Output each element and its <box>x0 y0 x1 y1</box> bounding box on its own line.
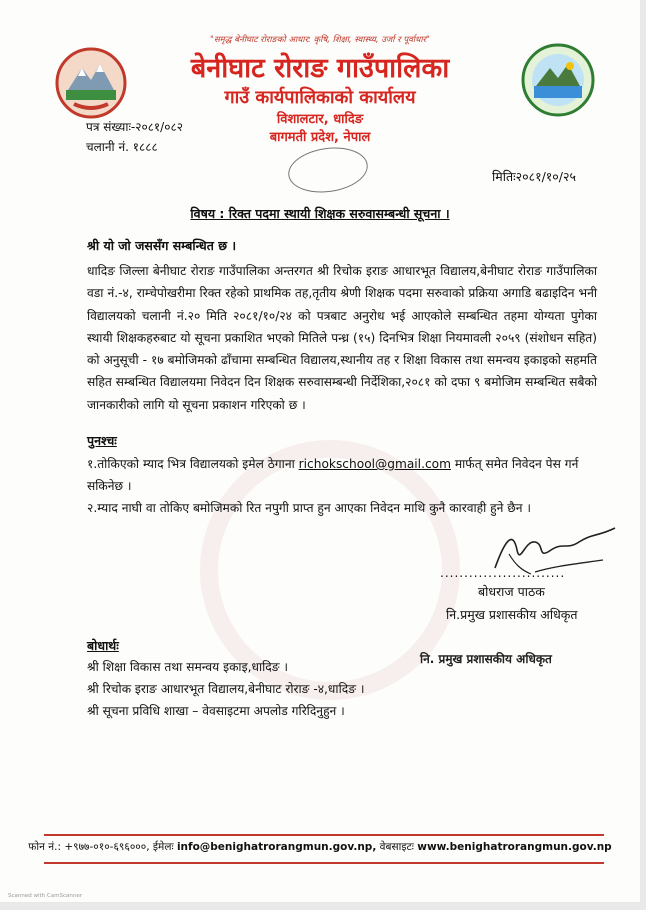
signature-dots: .......................... <box>440 566 566 580</box>
punash-point-1 <box>87 453 597 497</box>
org-name: बेनीघाट रोराङ गाउँपालिका <box>190 53 450 84</box>
footer-phone: +९७७-०१०-६९६०००, <box>64 841 150 853</box>
chalani-number: चलानी नं. १८८८ <box>86 140 158 154</box>
punash-heading: पुनश्चः <box>87 433 117 448</box>
officer-stamp: नि. प्रमुख प्रशासकीय अधिकृत <box>420 652 552 666</box>
footer-phone-label: फोन नं.: <box>28 841 61 853</box>
patra-sankhya: पत्र संख्याः-२०८१/०८२ <box>86 120 183 134</box>
letter-date: मितिः२०८१/१०/२५ <box>492 169 577 184</box>
footer-contact <box>0 840 640 854</box>
footer-divider-bottom <box>44 862 604 864</box>
footer-web-label: वेबसाइटः <box>379 841 414 853</box>
footer-divider-top <box>44 834 604 836</box>
address-line-2: बागमती प्रदेश, नेपाल <box>269 130 371 145</box>
signatory-title: नि.प्रमुख प्रशासकीय अधिकृत <box>446 607 578 622</box>
address-line-1: विशालटार, धादिङ <box>276 112 364 127</box>
point1-text-after: मार्फत् समेत निवेदन पेस गर्न सकिनेछ । <box>87 457 579 493</box>
signatory-name: बोधराज पाठक <box>478 584 545 599</box>
scanner-note: Scanned with CamScanner <box>8 893 82 899</box>
received-stamp <box>285 143 370 198</box>
point1-text-before: १.तोकिएको म्याद भित्र विद्यालयको इमेल ठेगाना <box>87 457 299 471</box>
cc-item: श्री सूचना प्रविधि शाखा – वेवसाइटमा अपलोड गरिदिनुहुन । <box>87 704 345 718</box>
office-name: गाउँ कार्यपालिकाको कार्यालय <box>224 87 416 108</box>
body-paragraph: धादिङ जिल्ला बेनीघाट रोराङ गाउँपालिका अन्तरगत श्री रिचोक इराङ आधारभूत विद्यालय,बेनीघाट रोराङ गाउँपालिका वडा नं.-४, राम्चेपोखरीमा रिक्त रहेको प्राथमिक तह,तृतीय श्रेणी शिक्षक पदमा सरुवाको प्रक्रिया अगाडि बढाइदिन भनी विद्यालयको चलानी नं.२० मिति २०८१/१०/२४ को पत्रबाट अनुरोध भई आएकोले सम्बन्धित तहमा योग्यता पुगेका स्थायी शिक्षकहरुबाट यो सूचना प्रकाशित भएको मितिले पन्ध्र (१५) दिनभित्र शिक्षा नियमावली २०५९ (संशोधन सहित) को अनुसूची - १७ बमोजिमको ढाँचामा सम्बन्धित विद्यालय,स्थानीय तह र शिक्षा विकास तथा समन्वय इकाइको सहमति सहित सम्बन्धित विद्यालयमा निवेदन दिन शिक्षक सरुवासम्बन्धी निर्देशिका,२०८१ को दफा ९ बमोजिम सम्बन्धित सबैको जानकारीको लागि यो सूचना प्रकाशन गरिएको छ । <box>87 264 597 412</box>
slogan: "समृद्ध बेनीघाट रोराङको आधार: कृषि, शिक्षा, स्वास्थ्य, उर्जा र पूर्वाधार" <box>210 35 430 45</box>
punash-point-2: २.म्याद नाघी वा तोकिए बमोजिमको रित नपुगी प्राप्त हुन आएका निवेदन माथि कुनै कारवाही हुने छैन । <box>87 501 532 515</box>
cc-item: श्री शिक्षा विकास तथा समन्वय इकाइ,धादिङ । <box>87 660 288 674</box>
subject-text: विषय : रिक्त पदमा स्थायी शिक्षक सरुवासम्बन्धी सूचना । <box>190 206 450 221</box>
bodhartha-heading: बोधार्थः <box>87 638 119 653</box>
salutation: श्री यो जो जससँग सम्बन्धित छ । <box>87 238 237 253</box>
footer-website[interactable]: www.benighatrorangmun.gov.np <box>417 841 612 853</box>
footer-email[interactable]: info@benighatrorangmun.gov.np, <box>176 841 377 853</box>
footer-email-label: ईमेलः <box>152 841 174 853</box>
school-email-link[interactable]: richokschool@gmail.com <box>298 457 451 471</box>
subject-line <box>0 205 640 222</box>
cc-item: श्री रिचोक इराङ आधारभूत विद्यालय,बेनीघाट रोराङ -४,धादिङ । <box>87 682 365 696</box>
